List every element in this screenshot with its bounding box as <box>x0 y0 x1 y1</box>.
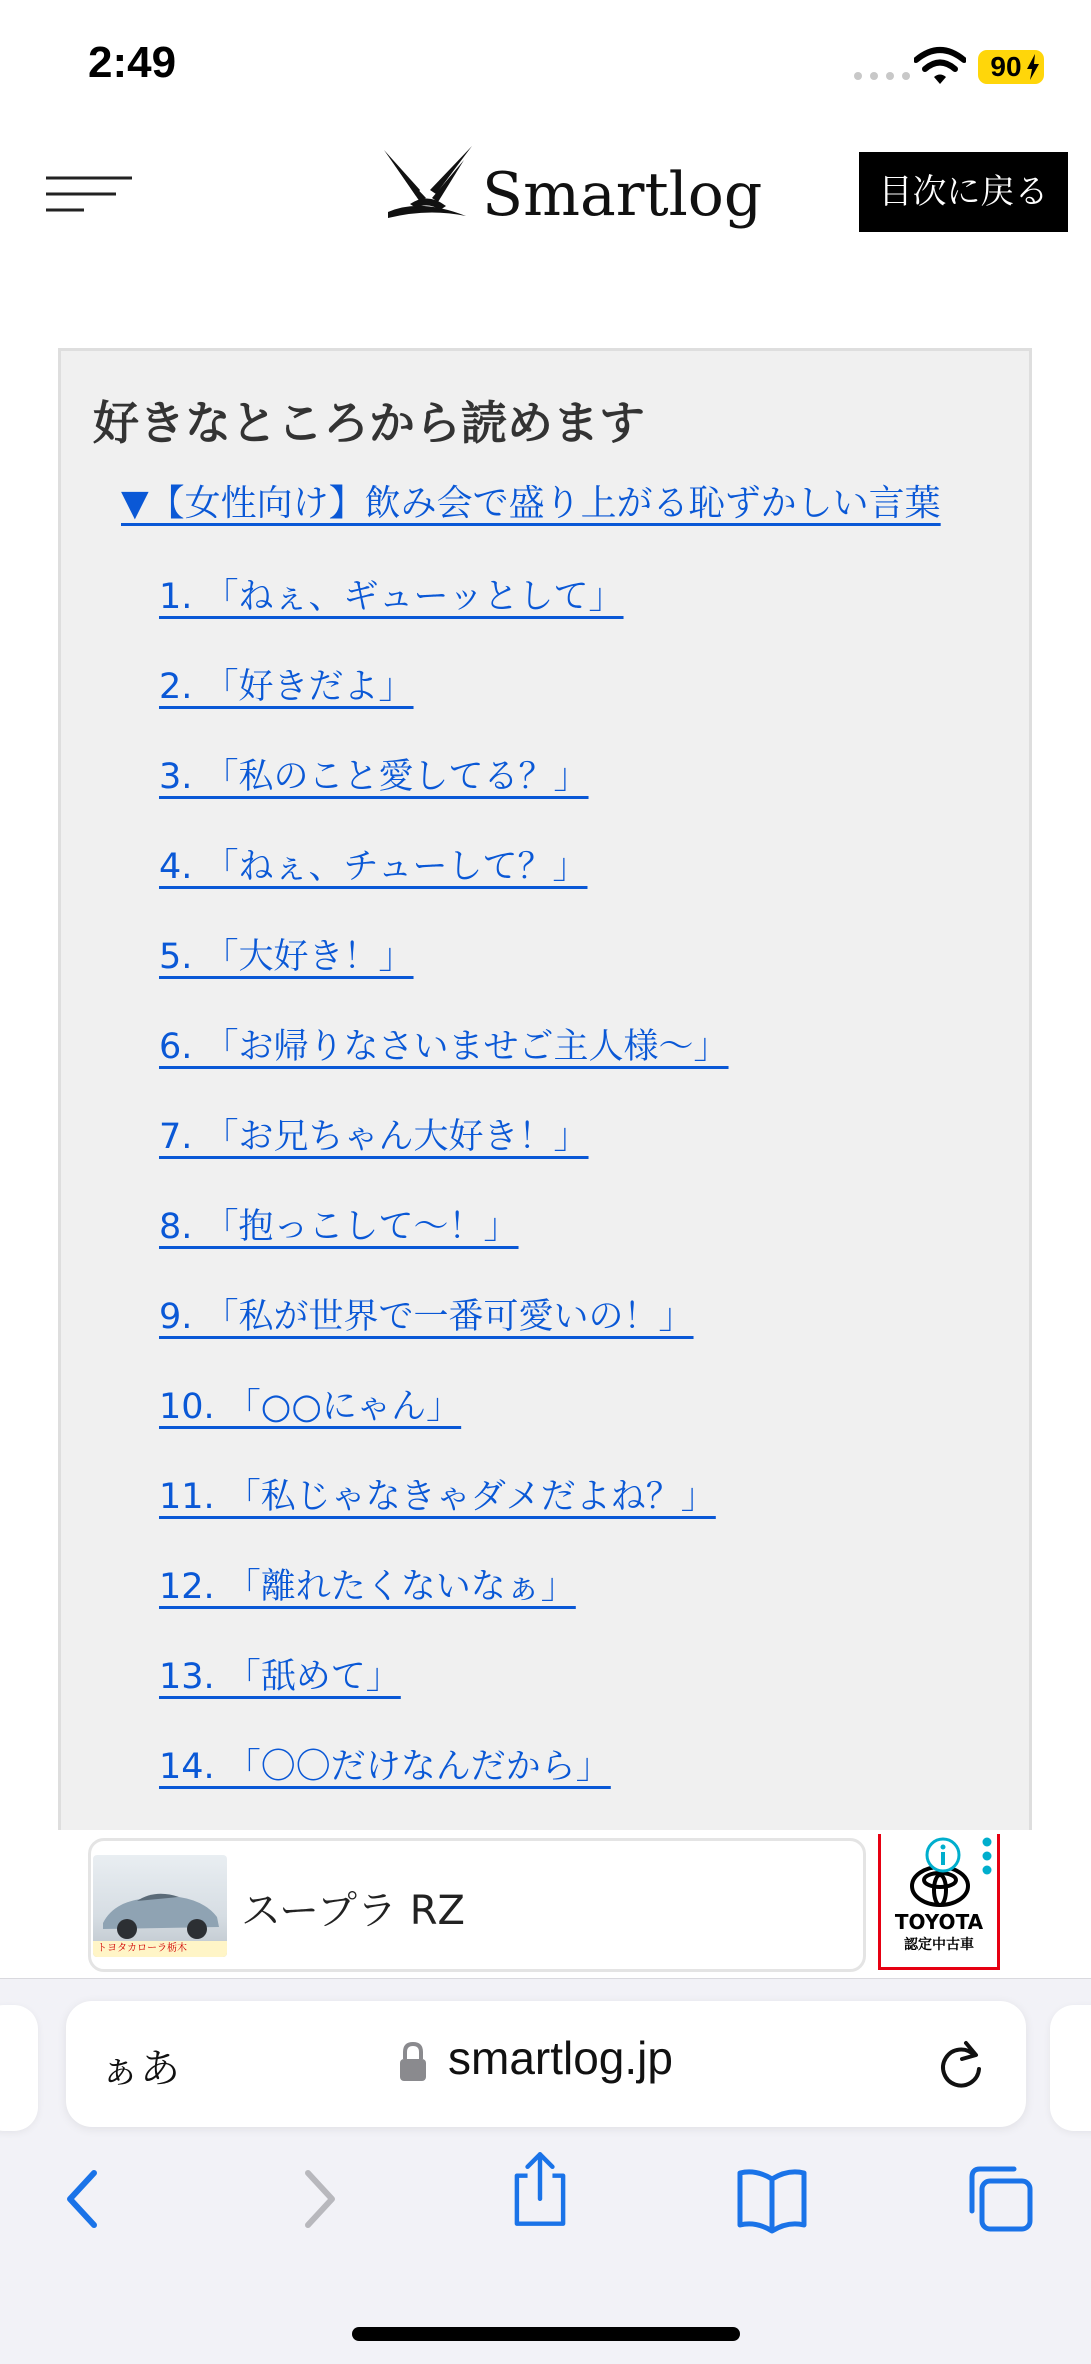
forward-icon[interactable] <box>278 2159 358 2239</box>
page-settings-button[interactable]: ぁあ <box>100 2046 180 2092</box>
previous-tab-peek[interactable] <box>0 2005 38 2131</box>
ad-headline[interactable]: スープラ RZ <box>241 1888 465 1934</box>
address-bar[interactable] <box>66 2001 1026 2127</box>
toc-item-link[interactable]: 5. 「大好き！」 <box>159 937 414 977</box>
info-icon[interactable] <box>924 1836 962 1874</box>
cellular-signal-icon <box>854 72 910 80</box>
back-to-toc-button[interactable]: 目次に戻る <box>859 152 1068 232</box>
reload-icon[interactable] <box>936 2039 986 2091</box>
toc-item-link[interactable]: 12. 「離れたくないなぁ」 <box>159 1567 576 1607</box>
toc-item-link[interactable]: 11. 「私じゃなきゃダメだよね？」 <box>159 1477 716 1517</box>
battery-level: 90 <box>990 51 1022 82</box>
toc-item-link[interactable]: 1. 「ねぇ、ギューッとして」 <box>159 577 624 617</box>
status-time: 2:49 <box>88 38 177 87</box>
toc-item-link[interactable]: 2. 「好きだよ」 <box>159 667 414 707</box>
more-icon[interactable] <box>980 1836 994 1876</box>
tabs-icon[interactable] <box>960 2159 1040 2239</box>
next-tab-peek[interactable] <box>1050 2005 1091 2131</box>
ad-dealer-tag: トヨタカローラ栃木 <box>93 1941 227 1957</box>
toc-title: 好きなところから読めます <box>93 396 645 450</box>
lock-icon <box>398 2041 428 2083</box>
browser-toolbar <box>0 1978 1091 2364</box>
toc-item-link[interactable]: 7. 「お兄ちゃん大好き！」 <box>159 1117 589 1157</box>
ad-card[interactable] <box>88 1838 866 1972</box>
home-indicator <box>352 2327 740 2341</box>
toc-item-link[interactable]: 4. 「ねぇ、チューして？」 <box>159 847 588 887</box>
toc-section-link[interactable]: ▼【女性向け】飲み会で盛り上がる恥ずかしい言葉 <box>121 483 941 524</box>
ad-banner[interactable] <box>0 1830 1091 1978</box>
toc-item-link[interactable]: 10. 「○○にゃん」 <box>159 1387 462 1427</box>
toc-item-link[interactable]: 8. 「抱っこして〜！」 <box>159 1207 519 1247</box>
toc-item-link[interactable]: 6. 「お帰りなさいませご主人様〜」 <box>159 1027 729 1067</box>
ad-brand-sub: 認定中古車 <box>904 1937 974 1953</box>
ad-brand-name: TOYOTA <box>894 1910 984 1934</box>
charging-bolt-icon <box>1026 54 1040 80</box>
logo-mark-icon <box>380 146 476 230</box>
back-icon[interactable] <box>44 2159 124 2239</box>
menu-icon[interactable] <box>46 174 136 218</box>
toc-item-link[interactable]: 9. 「私が世界で一番可愛いの！」 <box>159 1297 694 1337</box>
toc-item-link[interactable]: 14. 「〇〇だけなんだから」 <box>159 1747 611 1787</box>
bookmarks-icon[interactable] <box>732 2159 812 2239</box>
table-of-contents <box>58 348 1032 1838</box>
toc-item-link[interactable]: 13. 「舐めて」 <box>159 1657 401 1697</box>
battery-icon <box>978 50 1044 84</box>
ad-car-image <box>93 1855 227 1957</box>
share-icon[interactable] <box>500 2149 580 2229</box>
url-text[interactable]: smartlog.jp <box>448 2032 673 2084</box>
toc-item-link[interactable]: 3. 「私のこと愛してる？」 <box>159 757 589 797</box>
site-logo[interactable]: Smartlog <box>482 160 763 230</box>
wifi-icon <box>914 46 966 86</box>
